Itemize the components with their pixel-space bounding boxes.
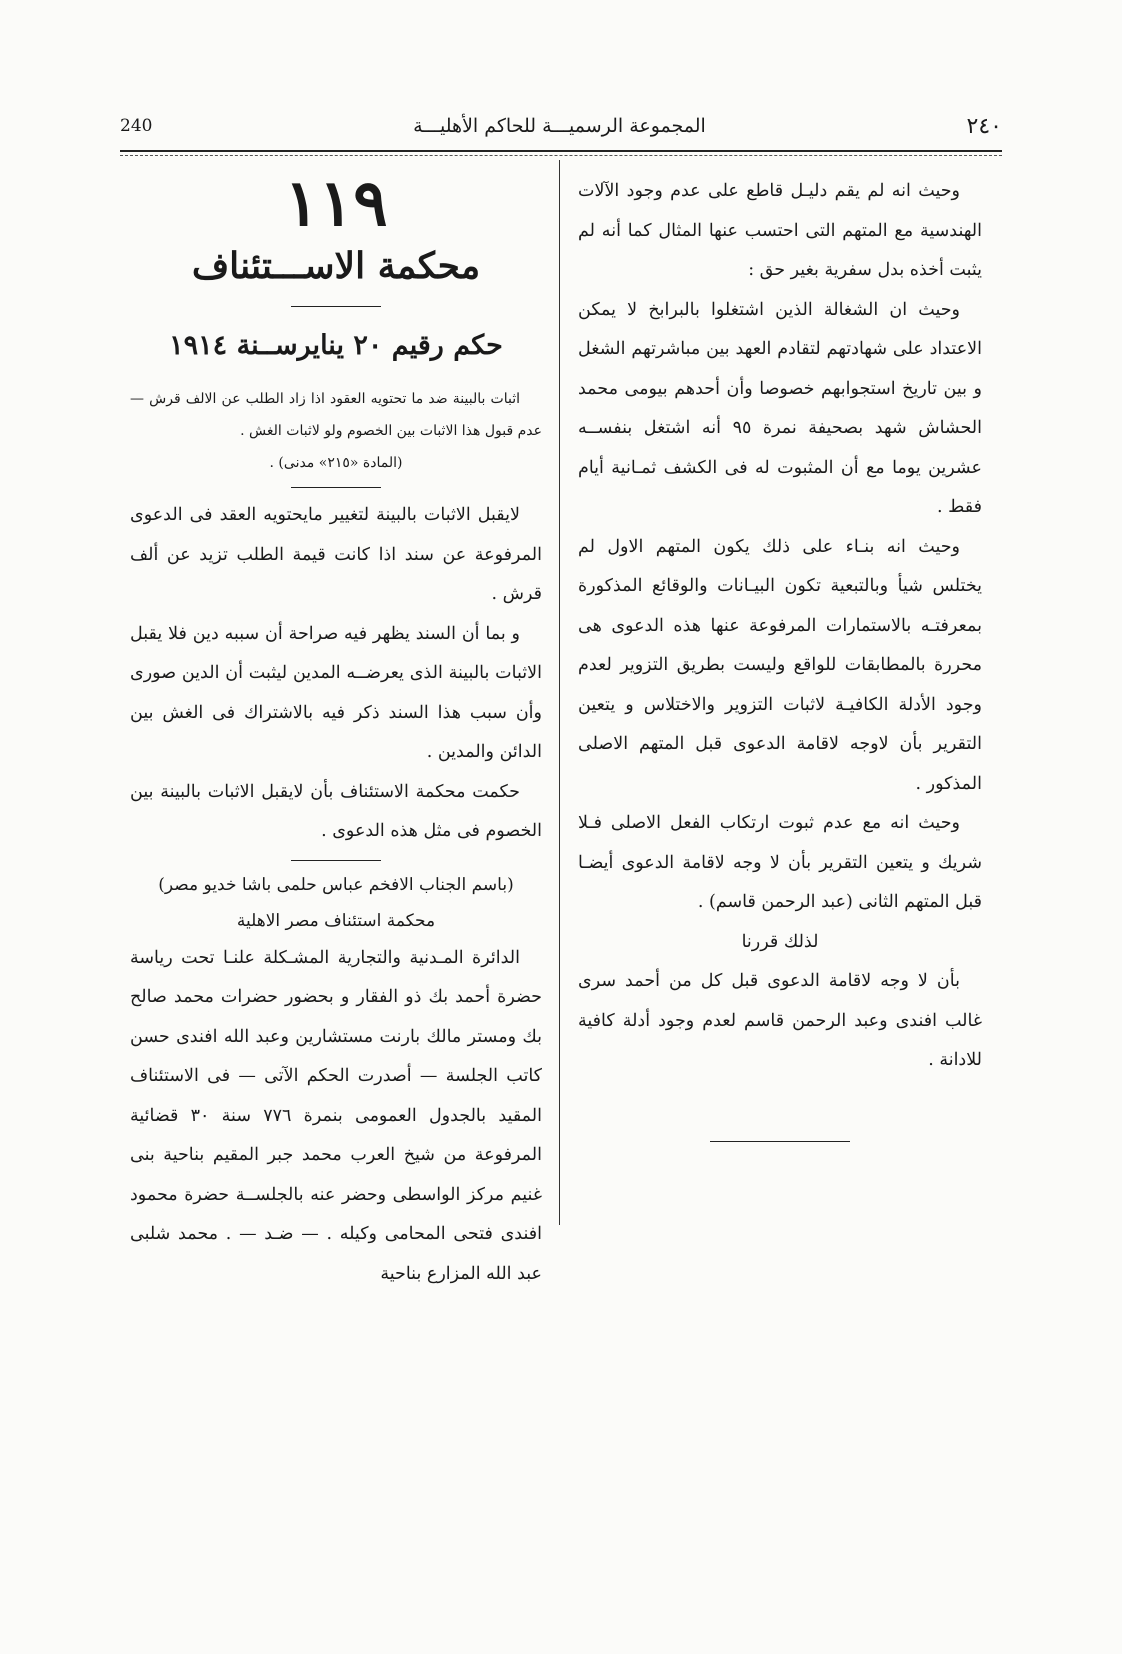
section-rule [291, 306, 381, 307]
article-reference: (المادة «٢١٥» مدنى) . [269, 455, 403, 471]
decision-text: بأن لا وجه لاقامة الدعوى قبل كل من أحمد سرى غالب افندى وعبد الرحمن قاسم لعدم وجود أدلة كافية للادانة . [578, 971, 982, 1070]
section-rule [291, 860, 381, 861]
paragraph: وحيث ان الشغالة الذين اشتغلوا بالبرابخ لا يمكن الاعتداد على شهادتهم لتقادم العهد بين مباشرتهم الشغل و بين تاريخ استجوابهم خصوصا وأن أحدهم بيومى محمد الحشاش شهد بصحيفة نمرة ٩٥ أنه اشتغل بنفســه عشرين يوما مع أن المثبوت له فى الكشف ثمـانية أيام فقط . [578, 299, 982, 517]
judgment-date: حكم رقيم ٢٠ ينايرســنة ١٩١٤ [169, 330, 503, 361]
left-column [130, 168, 542, 1294]
signature-rule [710, 1141, 850, 1142]
principle-paragraph: و بما أن السند يظهر فيه صراحة أن سببه دين فلا يقبل الاثبات بالبينة الذى يعرضــه المدين ليثبت أن الدين صورى وأن سبب هذا السند ذكر فيه بالاشتراك فى الغش بين الدائن والمدين . [130, 623, 542, 762]
paragraph: وحيث انه بنـاء على ذلك يكون المتهم الاول لم يختلس شيأ وبالتبعية تكون البيـانات والوقائع المذكورة بمعرفتـه بالاستمارات المرفوعة عنها هذه الدعوى هى محررة بالمطابقات للواقع وليست بطريق التزوير لعدم وجود الأدلة الكافيـة لاثبات التزوير والاختلاس و يتعين التقرير بأن لاوجه لاقامة الدعوى قبل المتهم الاصلى المذكور . [578, 536, 982, 794]
right-column [578, 172, 982, 1142]
paragraph: وحيث انه مع عدم ثبوت ارتكاب الفعل الاصلى فـلا شريك و يتعين التقرير بأن لا وجه لاقامة الدعوى أيضـا قبل المتهم الثانى (عبد الرحمن قاسم) . [578, 813, 982, 912]
court-name: محكمة استئناف مصر الاهلية [236, 910, 436, 931]
page-header [120, 106, 1002, 146]
header-rule [120, 150, 1002, 152]
decision-heading: لذلك قررنا [741, 931, 819, 952]
body-paragraph: الدائرة المـدنية والتجارية المشـكلة علنـا تحت رياسة حضرة أحمد بك ذو الفقار و بحضور حضرات محمد صالح بك ومستر مالك بارنت مستشارين وعبد الله افندى حسن كاتب الجلسة — أصدرت الحكم الآتى — فى الاستئناف المقيد بالجدول العمومى بنمرة ٧٧٦ سنة ٣٠ قضائية المرفوعة من شيخ العرب محمد جبر المقيم بناحية بنى غنيم مركز الواسطى وحضر عنه بالجلســة حضرة محمود افندى فتحى المحامى وكيله . — ضـد — . محمد شلبى عبد الله المزارع بناحية [130, 947, 542, 1284]
section-rule [291, 487, 381, 488]
paragraph: وحيث انه لم يقم دليـل قاطع على عدم وجود الآلات الهندسية مع المتهم التى احتسب عنها المثال كما أنه لم يثبت أخذه بدل سفرية بغير حق : [578, 181, 982, 280]
decree-heading: (باسم الجناب الافخم عباس حلمى باشا خديو مصر) [158, 874, 514, 895]
court-title: محكمة الاســـتئناف [191, 245, 481, 287]
running-title: المجموعة الرسميـــة للحاكم الأهليـــة [413, 115, 706, 137]
page-number-latin: 240 [120, 116, 153, 136]
principle-paragraph: حكمت محكمة الاستئناف بأن لايقبل الاثبات بالبينة بين الخصوم فى مثل هذه الدعوى . [130, 781, 542, 841]
column-divider [559, 160, 560, 1225]
case-number: ١١٩ [284, 166, 388, 241]
principle-paragraph: لايقبل الاثبات بالبينة لتغيير مايحتويه العقد فى الدعوى المرفوعة عن سند اذا كانت قيمة الطلب تزيد عن ألف قرش . [130, 505, 542, 604]
page-number-arabic: ٢٤٠ [966, 113, 1002, 139]
headnote: اثبات بالبينة ضد ما تحتويه العقود اذا زاد الطلب عن الالف قرش — عدم قبول هذا الاثبات بين الخصوم ولو لاثبات الغش . [130, 391, 542, 439]
header-rule-dashed [120, 155, 1002, 156]
